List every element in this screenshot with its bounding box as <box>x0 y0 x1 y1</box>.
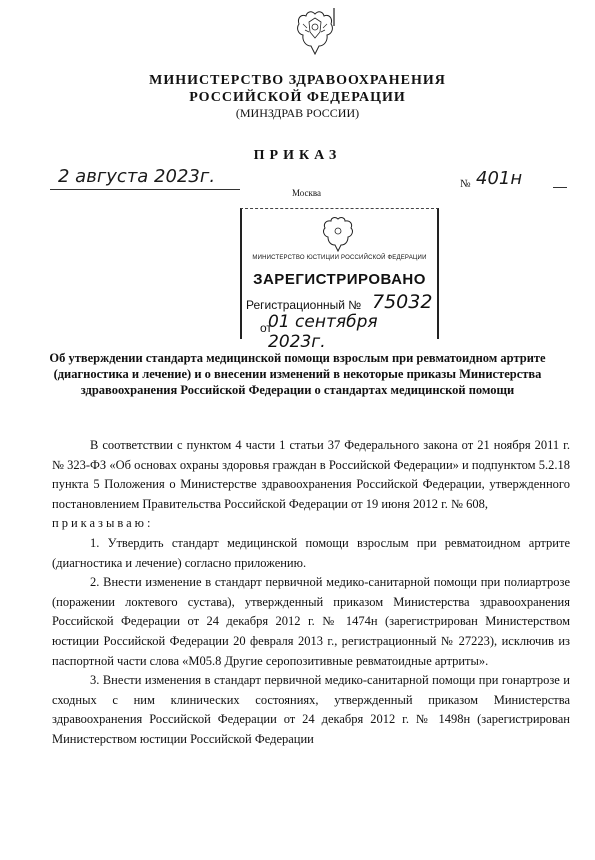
ministry-name <box>0 72 595 106</box>
number-dash <box>553 187 567 188</box>
stamp-date-handwritten: 01 сентября 2023г. <box>268 312 378 352</box>
stamp-reg-number-label: Регистрационный № <box>246 298 362 312</box>
document-title: Об утверждении стандарта медицинской помощи взрослым при ревматоидном артрите (диагностика и лечение) и о внесении изменений в некоторые приказы Министерства здравоохранения Российской Федерации о стандартах медицинской помощи <box>49 351 546 397</box>
stamp-registered: ЗАРЕГИСТРИРОВАНО <box>253 271 426 288</box>
coat-of-arms-emblem <box>293 8 337 60</box>
registration-stamp <box>240 208 439 352</box>
item-1-paragraph: 1. Утвердить стандарт медицинской помощи взрослым при ревматоидном артрите (диагностика и лечение) согласно приложению. <box>52 535 570 570</box>
ministry-name-line1: МИНИСТЕРСТВО ЗДРАВООХРАНЕНИЯ <box>149 73 446 88</box>
order-heading: ПРИКАЗ <box>253 148 342 163</box>
ministry-name-line2: РОССИЙСКОЙ ФЕДЕРАЦИИ <box>189 90 406 105</box>
number-sign: № <box>460 178 471 190</box>
item-2-paragraph: 2. Внести изменение в стандарт первичной медико-санитарной помощи при полиартрозе (поражении локтевого сустава), утвержденный приказом Министерства здравоохранения Российской Федерации от 24 декабря 2012 г. № 1474н (зарегистрирован Министерством юстиции Российской Федерации 20 февраля 2013 г., регистрационный № 27223), исключив из паспортной части слова «М05.8 Другие серопозитивные ревматоидные артриты». <box>52 575 570 668</box>
date-underline <box>50 189 240 190</box>
stamp-organization: МИНИСТЕРСТВО ЮСТИЦИИ РОССИЙСКОЙ ФЕДЕРАЦИИ <box>252 255 427 261</box>
document-body <box>52 436 570 750</box>
stamp-from-label: от <box>260 321 272 335</box>
stamp-reg-number-handwritten: 75032 <box>372 291 433 313</box>
item-3-paragraph: 3. Внести изменения в стандарт первичной медико-санитарной помощи при гонартрозе и сходных с ним клинических состояниях, утвержденный приказом Министерства здравоохранения Российской Федерации от 24 декабря 2012 г. № 1498н (зарегистрирован Министерством юстиции Российской Федерации <box>52 673 570 746</box>
order-number-handwritten: 401н <box>476 168 523 189</box>
preamble-paragraph: В соответствии с пунктом 4 части 1 статьи 37 Федерального закона от 21 ноября 2011 г. № 323-ФЗ «Об основах охраны здоровья граждан в Российской Федерации» и подпунктом 5.2.18 пункта 5 Положения о Министерстве здравоохранения Российской Федерации, утвержденного постановлением Правительства Российской Федерации от 19 июня 2012 г. № 608, <box>52 438 570 511</box>
stamp-emblem-icon <box>319 215 357 255</box>
city-label: Москва <box>292 188 321 198</box>
order-date-handwritten: 2 августа 2023г. <box>58 166 216 187</box>
ministry-abbreviation: (МИНЗДРАВ РОССИИ) <box>235 106 360 120</box>
order-directive: приказываю: <box>52 516 154 531</box>
